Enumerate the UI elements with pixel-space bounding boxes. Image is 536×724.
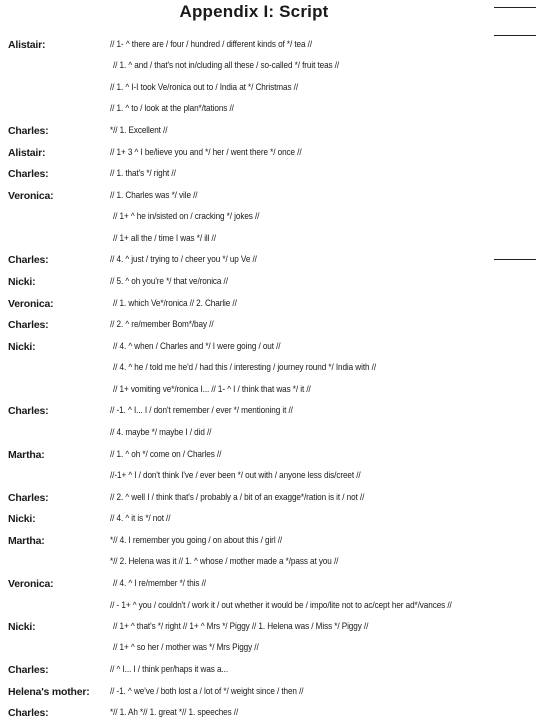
script-line: // -1. ^ we've / both lost a / lot of */ weight since / then // [110,686,304,697]
speaker-name: Charles: [8,405,49,417]
script-line: //-1+ ^ I / don't think I've / ever been */ out with / anyone less dis/creet // [110,470,361,481]
script-line: // 1. that's */ right // [110,168,176,179]
script-row [0,512,536,526]
script-line: // 1+ all the / time I was */ ill // [113,233,216,244]
speaker-name: Charles: [8,125,49,137]
script-line: // 2. ^ well I / think that's / probably a / bit of an exagge*/ration is it / not // [110,492,365,503]
script-line: // 1- ^ there are / four / hundred / different kinds of */ tea // [110,39,313,50]
script-line: *// 4. I remember you going / on about this / girl // [110,535,283,546]
speaker-name: Charles: [8,707,49,719]
script-line: // 1. Charles was */ vile // [110,190,198,201]
script-line: // 4. maybe */ maybe I / did // [110,427,212,438]
script-line: *// 1. Excellent // [110,125,168,136]
script-row [0,577,536,591]
script-row [0,340,536,354]
script-line: // 4. ^ just / trying to / cheer you */ up Ve // [110,254,257,265]
script-row [0,448,536,462]
speaker-name: Alistair: [8,147,46,159]
script-row [0,383,536,397]
script-row [0,38,536,52]
speaker-name: Charles: [8,168,49,180]
script-line: // ^ I... I / think per/haps it was a... [110,664,229,675]
script-line: // 1+ ^ so her / mother was */ Mrs Piggy // [113,642,259,653]
script-line: // 1. which Ve*/ronica // 2. Charlie // [113,298,237,309]
script-row [0,146,536,160]
script-line: // 1. ^ oh */ come on / Charles // [110,449,222,460]
script-row [0,297,536,311]
speaker-name: Nicki: [8,276,36,288]
speaker-name: Nicki: [8,513,36,525]
script-row [0,685,536,699]
speaker-name: Veronica: [8,298,54,310]
script-row [0,599,536,613]
script-row [0,189,536,203]
script-row [0,361,536,375]
script-line: // 1+ ^ that's */ right // 1+ ^ Mrs */ Piggy // 1. Helena was / Miss */ Piggy // [113,621,369,632]
script-line: // 4. ^ when / Charles and */ I were going / out // [113,341,281,352]
script-line: // -1. ^ I... I / don't remember / ever */ mentioning it // [110,405,293,416]
script-row [0,706,536,720]
script-line: // 1. ^ to / look at the plan*/tations // [110,103,234,114]
script-row [0,275,536,289]
page-title: Appendix I: Script [179,2,329,21]
script-row [0,404,536,418]
speaker-name: Helena's mother: [8,686,90,698]
script-line: // 1+ 3 ^ I be/lieve you and */ her / went there */ once // [110,147,302,158]
script-row [0,555,536,569]
script-line: *// 1. Ah *// 1. great *// 1. speeches // [110,707,239,718]
speaker-name: Charles: [8,319,49,331]
speaker-name: Martha: [8,449,45,461]
script-line: // 1. ^ and / that's not in/cluding all these / so-called */ fruit teas // [113,60,340,71]
speaker-name: Charles: [8,254,49,266]
speaker-name: Nicki: [8,341,36,353]
script-line: // 4. ^ he / told me he'd / had this / interesting / journey round */ India with // [113,362,377,373]
script-line: // 2. ^ re/member Bom*/bay // [110,319,214,330]
script-row [0,210,536,224]
script-line: // 4. ^ I re/member */ this // [113,578,206,589]
script-row [0,124,536,138]
script-line: // 5. ^ oh you're */ that ve/ronica // [110,276,228,287]
speaker-name: Charles: [8,492,49,504]
script-row [0,232,536,246]
speaker-name: Veronica: [8,190,54,202]
script-row [0,102,536,116]
script-line: // 1+ ^ he in/sisted on / cracking */ jokes // [113,211,260,222]
speaker-name: Martha: [8,535,45,547]
speaker-name: Nicki: [8,621,36,633]
script-row [0,663,536,677]
script-row [0,253,536,267]
script-row [0,81,536,95]
script-line: // - 1+ ^ you / couldn't / work it / out whether it would be / impo/lite not to ac/cept her ad*/vances // [110,600,452,611]
script-line: // 4. ^ it is */ not // [110,513,171,524]
right-edge-rule-1 [494,7,536,8]
script-row [0,318,536,332]
script-row [0,59,536,73]
script-line: *// 2. Helena was it // 1. ^ whose / mother made a */pass at you // [110,556,339,567]
script-row [0,491,536,505]
script-row [0,469,536,483]
speaker-name: Veronica: [8,578,54,590]
script-line: // 1+ vomiting ve*/ronica I... // 1- ^ I / think that was */ it // [113,384,311,395]
script-row [0,167,536,181]
script-row [0,534,536,548]
script-row [0,620,536,634]
script-row [0,426,536,440]
speaker-name: Alistair: [8,39,46,51]
right-edge-rule-2 [494,35,536,36]
script-row [0,641,536,655]
script-line: // 1. ^ I-I took Ve/ronica out to / India at */ Christmas // [110,82,299,93]
speaker-name: Charles: [8,664,49,676]
